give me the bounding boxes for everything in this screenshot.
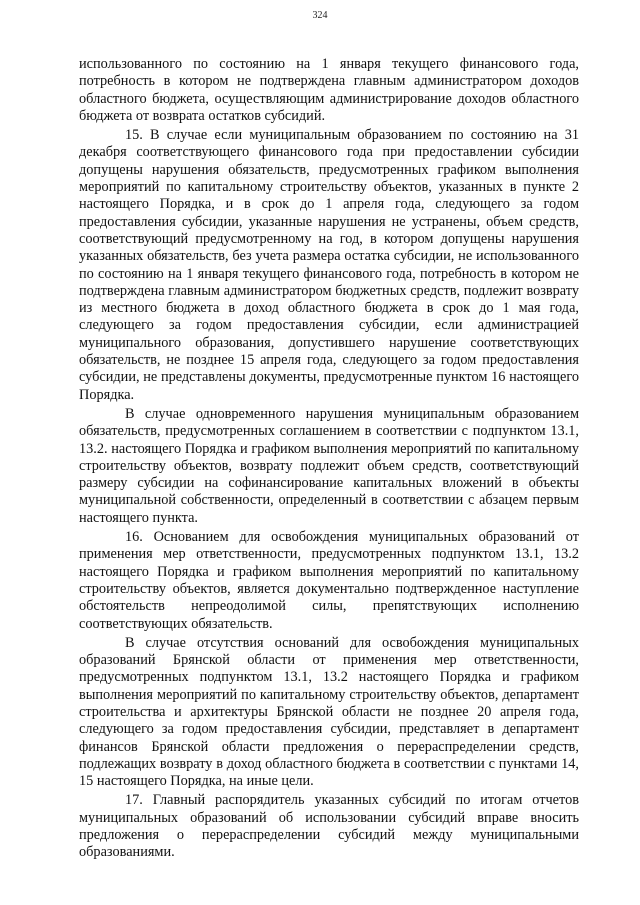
paragraph-item-15-simultaneous: В случае одновременного нарушения муниципальным образованием обязательств, предусмотренных соглашением в соответствии с подпунктом 13.1, 13.2. настоящего Порядка и графиком выполнения мероприятий по капитальному строительству объектов, возврату подлежит объем средств, соответствующий размеру субсидии на софинансирование капитальных вложений в объекты муниципальной собственности, определенный в соответствии с абзацем первым настоящего пункта.: [79, 405, 579, 526]
paragraph-item-16-absence: В случае отсутствия оснований для освобождения муниципальных образований Брянской области от применения мер ответственности, предусмотренных подпунктом 13.1, 13.2 настоящего Порядка и графиком выполнения мероприятий по капитальному строительству объектов, департамент строительства и архитектуры Брянской области не позднее 20 апреля года, следующего за годом предоставления субсидии, представляет в департамент финансов Брянской области предложения о перераспределении средств, подлежащих возврату в доход областного бюджета в соответствии с пунктами 14, 15 настоящего Порядка, на иные цели.: [79, 634, 579, 790]
paragraph-item-15: 15. В случае если муниципальным образованием по состоянию на 31 декабря соответствующего финансового года при предоставлении субсидии допущены нарушения обязательств, предусмотренных графиком выполнения мероприятий по капитальному строительству объектов, указанных в пункте 2 настоящего Порядка, и в срок до 1 апреля года, следующего за годом предоставления субсидии, указанные нарушения не устранены, объем средств, соответствующий предусмотренному на год, в котором допущены нарушения указанных обязательств, без учета размера остатка субсидии, не использованного по состоянию на 1 января текущего финансового года, потребность в котором не подтверждена главным администратором бюджетных средств, подлежит возврату из местного бюджета в доход областного бюджета в срок до 1 мая года, следующего за годом предоставления субсидии, если администрацией муниципального образования, допустившего нарушение соответствующих обязательств, не позднее 15 апреля года, следующего за годом предоставления субсидии, не представлены документы, предусмотренные пунктом 16 настоящего Порядка.: [79, 127, 579, 403]
page-number: 324: [312, 10, 328, 21]
document-body: [79, 56, 579, 864]
paragraph-continuation: использованного по состоянию на 1 января текущего финансового года, потребность в котором не подтверждена главным администратором доходов областного бюджета, осуществляющим администрирование доходов областного бюджета от возврата остатков субсидий.: [79, 56, 579, 124]
paragraph-item-16: 16. Основанием для освобождения муниципальных образований от применения мер ответственности, предусмотренных подпунктом 13.1, 13.2 настоящего Порядка и графиком выполнения мероприятий по капитальному строительству объектов, является документально подтвержденное наступление обстоятельств непреодолимой силы, препятствующих исполнению соответствующих обязательств.: [79, 529, 579, 632]
paragraph-item-17: 17. Главный распорядитель указанных субсидий по итогам отчетов муниципальных образований об использовании субсидий вправе вносить предложения о перераспределении субсидий между муниципальными образованиями.: [79, 792, 579, 861]
